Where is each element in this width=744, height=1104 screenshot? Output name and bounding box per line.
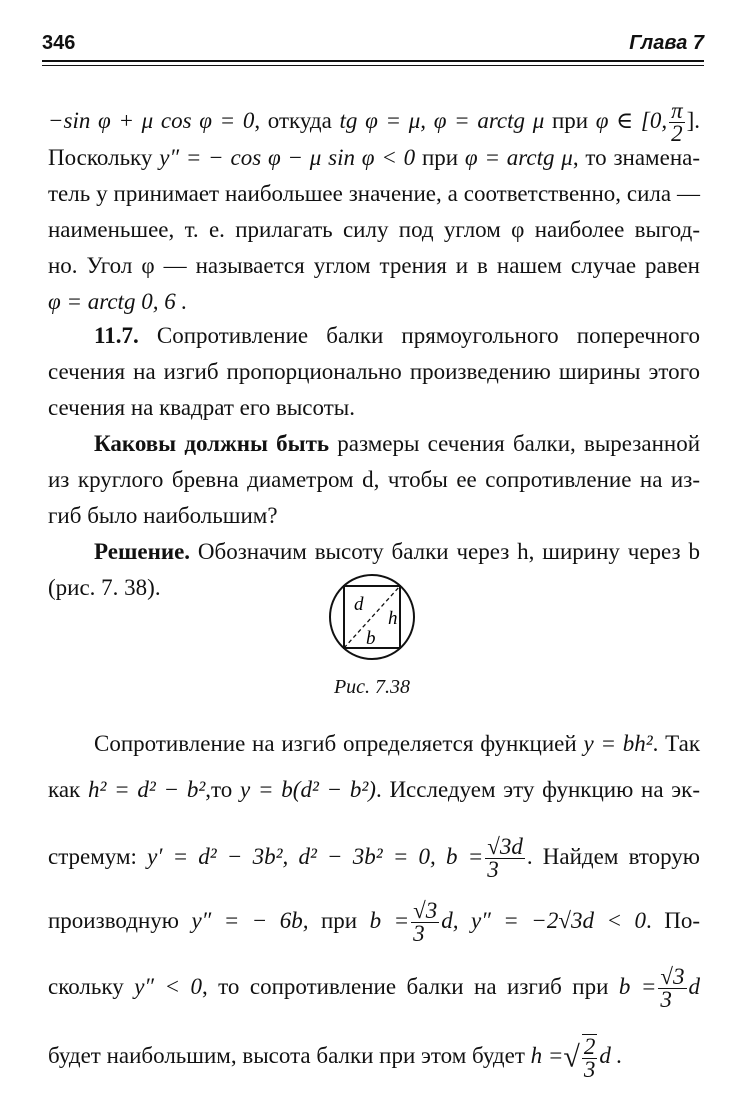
text: размеры сечения балки, вырезанной <box>329 431 700 456</box>
text: , откуда <box>254 107 332 133</box>
question-lead: Каковы должны быть <box>94 431 330 456</box>
text-line-18 <box>48 900 700 945</box>
text: Сопротивление на изгиб определяется функцией <box>94 731 577 756</box>
text: скольку <box>48 973 124 999</box>
denominator: 2 <box>671 121 683 146</box>
solution-lead: Решение. <box>94 539 191 564</box>
text-line-5: но. Угол φ — называется углом трения и в нашем случае равен <box>48 253 700 278</box>
label-b: b <box>366 628 376 649</box>
fraction <box>669 100 685 145</box>
formula: y = bh² <box>583 731 653 756</box>
formula: −sin φ + μ cos φ = 0 <box>48 107 255 133</box>
text-line-8: сечения на изгиб пропорционально произведению ширины этого <box>48 359 700 384</box>
figure-caption: Рис. 7.38 <box>333 676 411 698</box>
text-line-4: наименьшее, т. е. прилагать силу под углом φ наиболее выгод- <box>48 217 700 242</box>
problem-number: 11.7. <box>94 323 139 348</box>
denominator: 3 <box>487 857 499 882</box>
formula: y′ = d² − 3b², d² − 3b² = 0, b = <box>147 843 484 869</box>
formula: φ ∈ [0, <box>595 107 668 133</box>
denominator: 3 <box>413 921 425 946</box>
formula: d . <box>599 1042 623 1068</box>
formula: y″ < 0 <box>134 973 202 999</box>
text-line-14: (рис. 7. 38). <box>48 575 161 600</box>
numerator: 2 <box>583 1034 596 1059</box>
text: Обозначим высоту балки через h, ширину через b <box>190 539 700 564</box>
text-line-3: тель y принимает наибольшее значение, а соответственно, сила — <box>48 181 700 206</box>
text: будет наибольшим, высота балки при этом будет <box>48 1042 525 1068</box>
formula: b = <box>618 973 657 999</box>
text: производную <box>48 907 179 933</box>
header-rule-thin <box>42 65 704 66</box>
text: при <box>421 145 459 170</box>
text: , то знамена- <box>572 145 700 170</box>
formula: y = b(d² − b²) <box>240 777 376 802</box>
question-line <box>94 430 700 458</box>
text: при <box>551 107 589 133</box>
text: . Найдем вторую <box>526 843 700 869</box>
text: стремум: <box>48 843 137 869</box>
sqrt-sign: √ <box>563 1040 580 1074</box>
fraction <box>582 1034 598 1081</box>
text: , то сопротивление балки на изгиб при <box>201 973 609 999</box>
fraction <box>411 900 439 945</box>
text-line-16 <box>48 776 700 804</box>
formula: φ = arctg μ <box>433 107 545 133</box>
formula: b = <box>369 907 410 933</box>
chapter-title: Глава 7 <box>629 32 704 54</box>
page-header <box>42 32 704 58</box>
text-line-20 <box>48 1034 700 1081</box>
problem-header-line <box>94 322 700 350</box>
formula: h = <box>530 1042 564 1068</box>
denominator: 3 <box>583 1057 596 1082</box>
label-h: h <box>388 608 398 629</box>
numerator: √3 <box>413 898 438 923</box>
text: . По- <box>645 907 700 933</box>
text-line-1 <box>48 100 700 145</box>
formula: φ = arctg μ <box>464 145 573 170</box>
numerator: √3d <box>487 834 523 859</box>
fraction <box>485 836 525 881</box>
fraction <box>658 966 686 1011</box>
text: ,то <box>205 777 233 802</box>
formula: d <box>688 973 701 999</box>
text: . Исследуем эту функцию на эк- <box>375 777 701 802</box>
text: Сопротивление балки прямоугольного поперечного <box>138 323 700 348</box>
text: . Так <box>652 731 701 756</box>
text-line-6: φ = arctg 0, 6 . <box>48 289 188 314</box>
text-line-11: из круглого бревна диаметром d, чтобы ее сопротивление на из- <box>48 467 700 492</box>
numerator: π <box>671 98 683 123</box>
formula: ]. <box>686 107 701 133</box>
formula: tg φ = μ, <box>339 107 427 133</box>
text: Поскольку <box>48 145 153 170</box>
text: как <box>48 777 81 802</box>
formula: y″ = −2√3d < 0 <box>471 907 646 933</box>
formula: d, <box>441 907 459 933</box>
formula: y″ = − 6b, <box>191 907 309 933</box>
text-line-17 <box>48 836 700 881</box>
formula: y″ = − cos φ − μ sin φ < 0 <box>159 145 416 170</box>
denominator: 3 <box>660 987 672 1012</box>
text-line-19 <box>48 966 700 1011</box>
header-rule-thick <box>42 60 704 62</box>
text-line-12: гиб было наибольшим? <box>48 503 278 528</box>
beam-section-figure <box>326 572 418 662</box>
text: при <box>321 907 358 933</box>
text-line-9: сечения на квадрат его высоты. <box>48 395 355 420</box>
page-number: 346 <box>42 32 76 54</box>
formula: h² = d² − b² <box>87 777 206 802</box>
solution-line <box>94 538 700 566</box>
text-line-15 <box>94 730 700 758</box>
text-line-2 <box>48 144 700 172</box>
label-d: d <box>354 594 364 615</box>
numerator: √3 <box>660 964 685 989</box>
